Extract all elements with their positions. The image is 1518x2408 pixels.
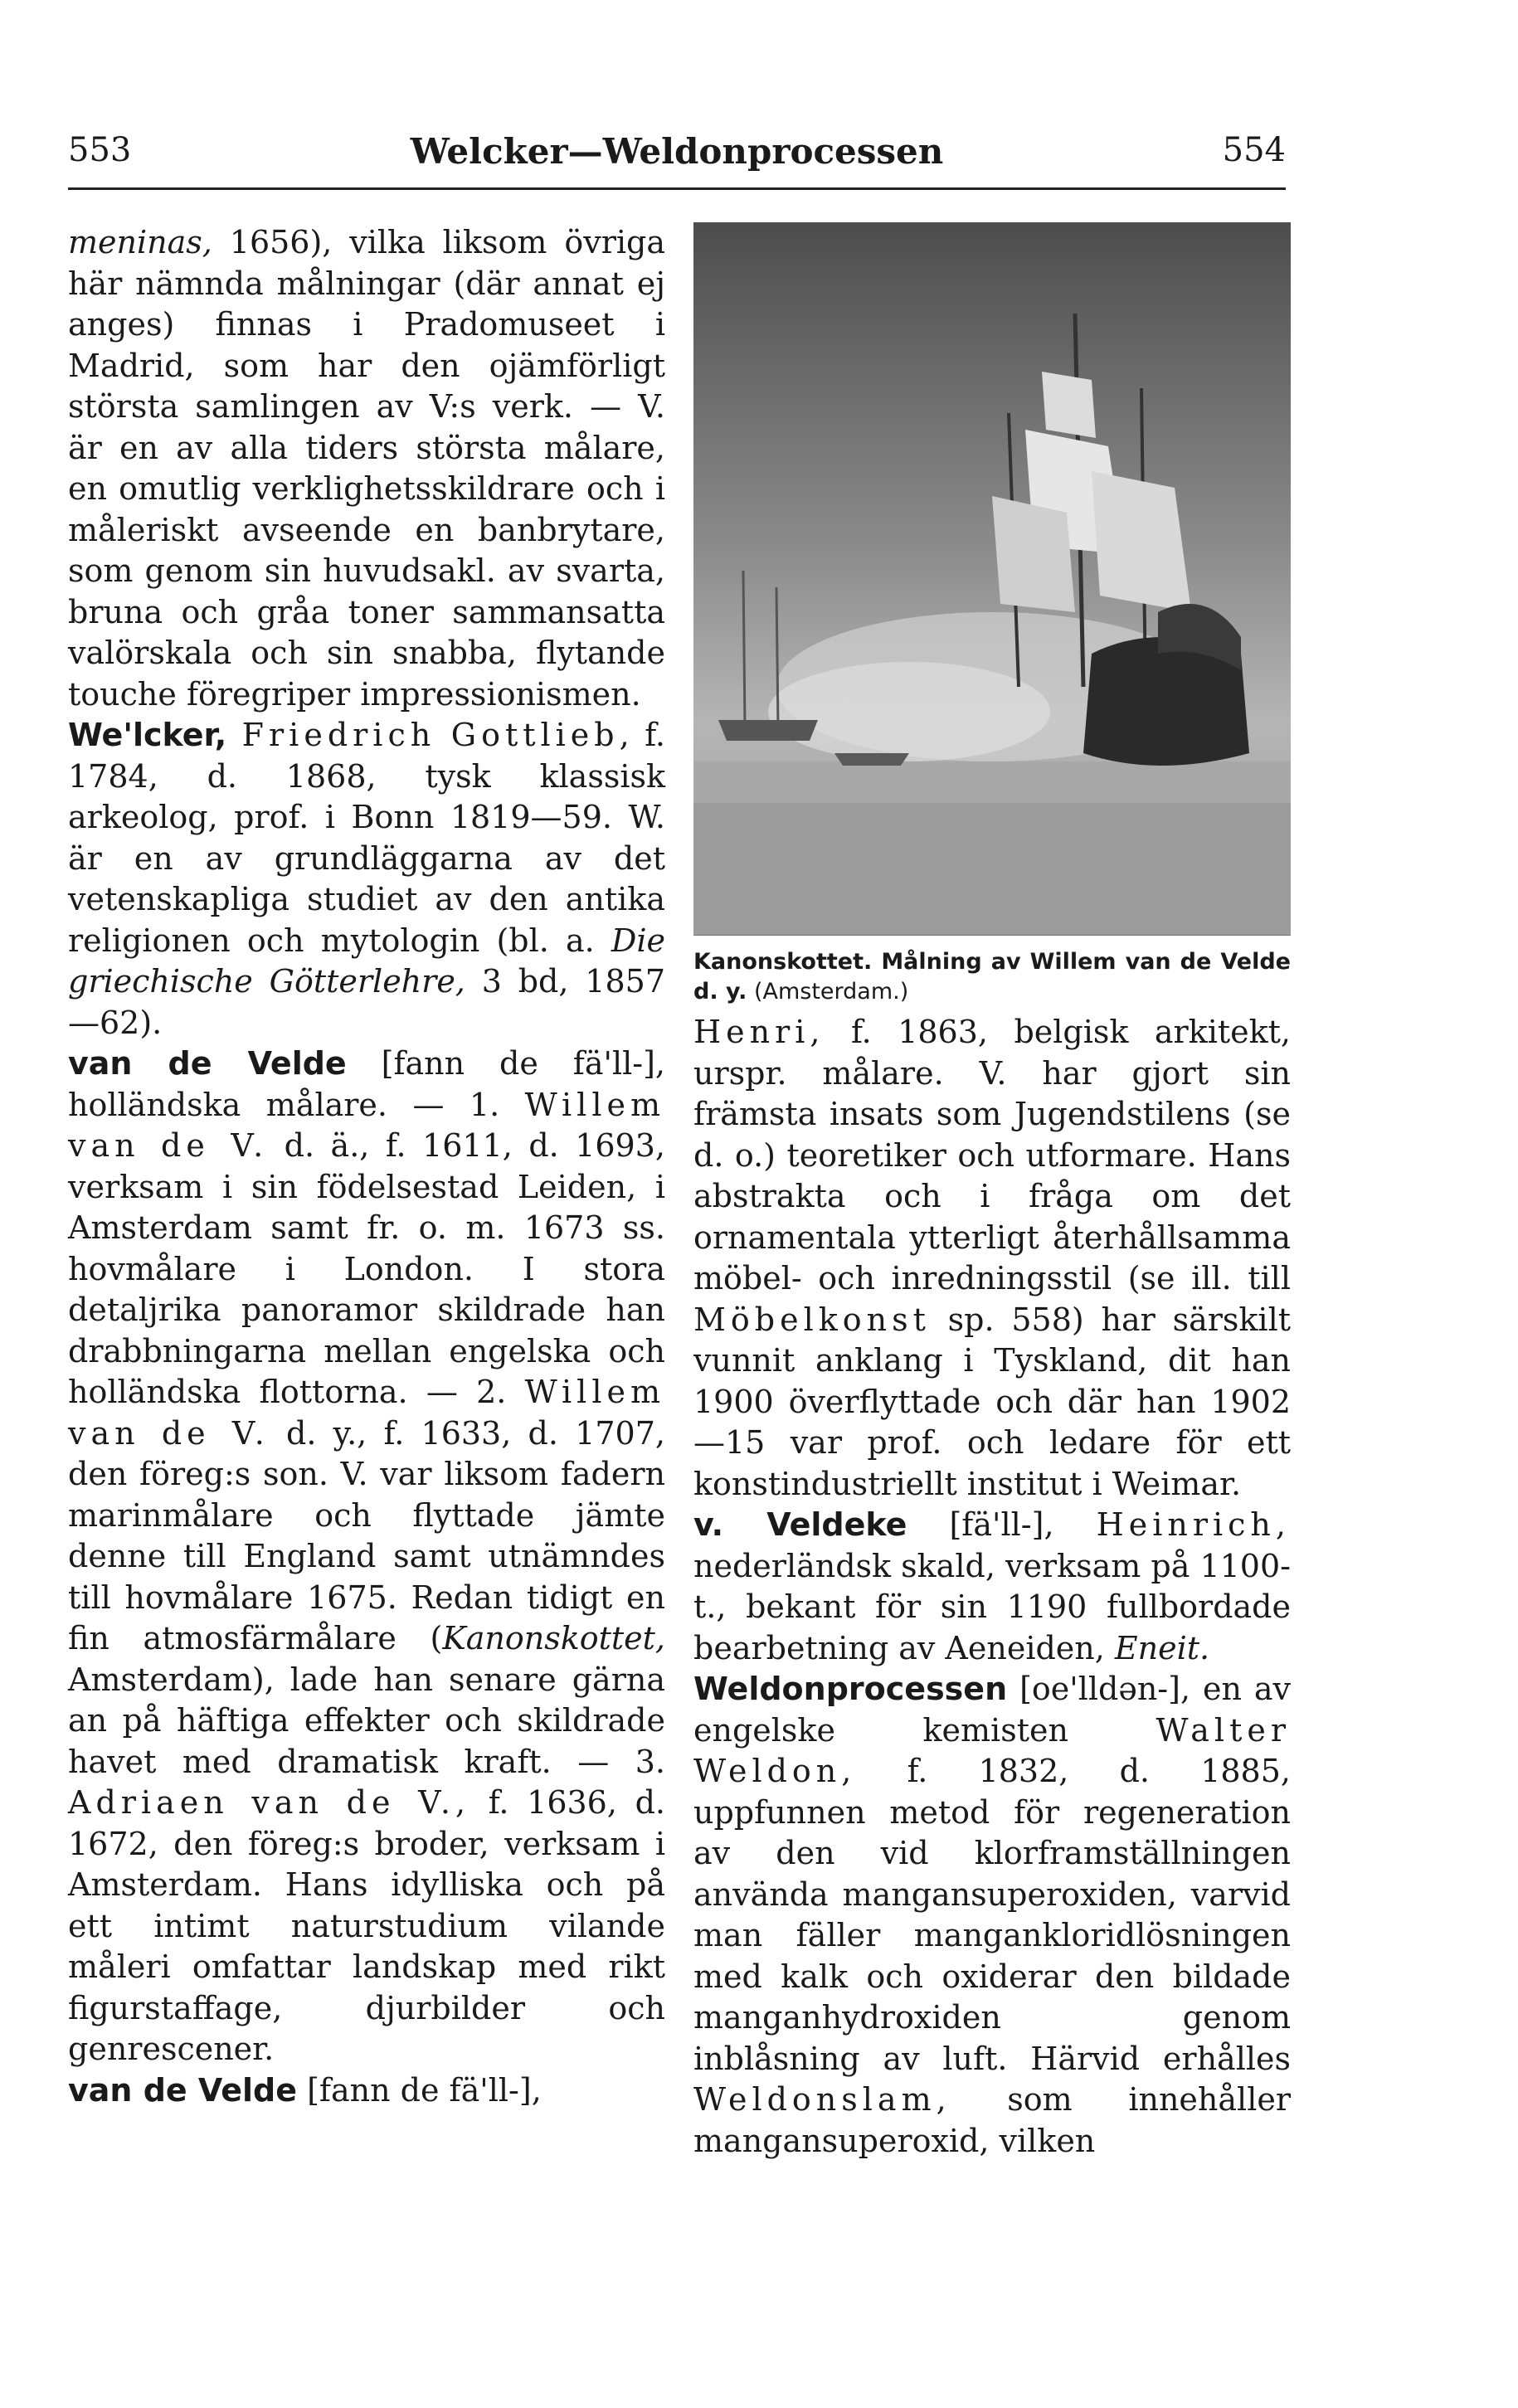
headword-weldonprocessen: Weldonprocessen [693,1671,1008,1707]
header-rule [68,187,1286,190]
painting-illustration [693,222,1291,936]
headword-veldeke: v. Veldeke [693,1506,907,1543]
headword-van-de-velde: van de Velde [68,1045,347,1082]
entry-velazquez-continued: meninas, 1656), vilka liksom övriga här nämnda målningar (där annat ej anges) finnas i Pradomuseet i Madrid, som har den ojämförligt största samlingen av V:s verk. — V. är en av alla tiders största målare, en omutlig verklighetsskildrare och i måleriskt avseende en banbrytare, som genom sin huvudsakl. av svarta, bruna och gråa toner sammansatta valörskala och sin snabba, flytande touche föregriper impressionismen. [68,224,665,713]
entry-veldeke: v. Veldeke [fä'll-], Heinrich, nederländsk skald, verksam på 1100-t., bekant för sin 1190 fullbordade bearbetning av Aeneiden, Eneit. [693,1506,1291,1666]
entry-welcker: We'lcker, Friedrich Gottlieb, f. 1784, d. 1868, tysk klassisk arkeolog, prof. i Bonn 1819—59. W. är en av grundläggarna av det vetenskapliga studiet av den antika religionen och mytologin (bl. a. Die griechische Götterlehre, 3 bd, 1857—62). [68,717,665,1041]
page-header [68,131,1286,182]
entry-henri-van-de-velde: Henri, f. 1863, belgisk arkitekt, urspr. målare. V. har gjort sin främsta insats som Jugendstilens (se d. o.) teoretiker och utformare. Hans abstrakta och i fråga om det ornamentala ytterligt återhållsamma möbel- och inredningsstil (se ill. till Möbelkonst sp. 558) har särskilt vunnit anklang i Tyskland, dit han 1900 överflyttade och där han 1902—15 var prof. och ledare för ett konstindustriellt institut i Weimar. [693,1014,1291,1502]
figure-caption: Kanonskottet. Målning av Willem van de Velde d. y. (Amsterdam.) [693,949,1291,1005]
entry-weldonprocessen: Weldonprocessen [oe'lldən-], en av engelske kemisten Walter Weldon, f. 1832, d. 1885, uppfunnen metod för regeneration av den vid klorframställningen använda mangansuperoxiden, varvid man fäller mangankloridlösningen med kalk och oxiderar den bildade manganhydroxiden genom inblåsning av luft. Härvid erhålles Weldonslam, som innehåller mangansuperoxid, vilken [693,1671,1291,2159]
page-number-left: 553 [68,131,132,169]
running-title: Welcker—Weldonprocessen [410,131,944,172]
left-column [68,222,665,2111]
headword-welcker: We'lcker, [68,717,227,753]
entry-van-de-velde: van de Velde [fann de fä'll-], holländska målare. — 1. Willem van de V. d. ä., f. 1611, d. 1693, verksam i sin födelsestad Leiden, i Amsterdam samt fr. o. m. 1673 ss. hovmålare i London. I stora detaljrika panoramor skildrade han drabbningarna mellan engelska och holländska flottorna. — 2. Willem van de V. d. y., f. 1633, d. 1707, den föreg:s son. V. var liksom fadern marinmålare och flyttade jämte denne till England samt utnämndes till hovmålare 1675. Redan tidigt en fin atmosfärmålare (Kanonskottet, Amsterdam), lade han senare gärna an på häftiga effekter och skildrade havet med dramatisk kraft. — 3. Adriaen van de V., f. 1636, d. 1672, den föreg:s broder, verksam i Amsterdam. Hans idylliska och på ett intimt naturstudium vilande måleri omfattar landskap med rikt figurstaffage, djurbilder och genrescener. [68,1045,665,2067]
cross-reference-mobelkonst: Möbelkonst [693,1301,931,1338]
ship-painting-image [693,222,1291,936]
entry-van-de-velde-2: van de Velde [fann de fä'll-], [68,2071,542,2109]
right-column [693,1012,1291,2162]
page-number-right: 554 [1222,131,1286,169]
headword-van-de-velde-2: van de Velde [68,2071,298,2109]
